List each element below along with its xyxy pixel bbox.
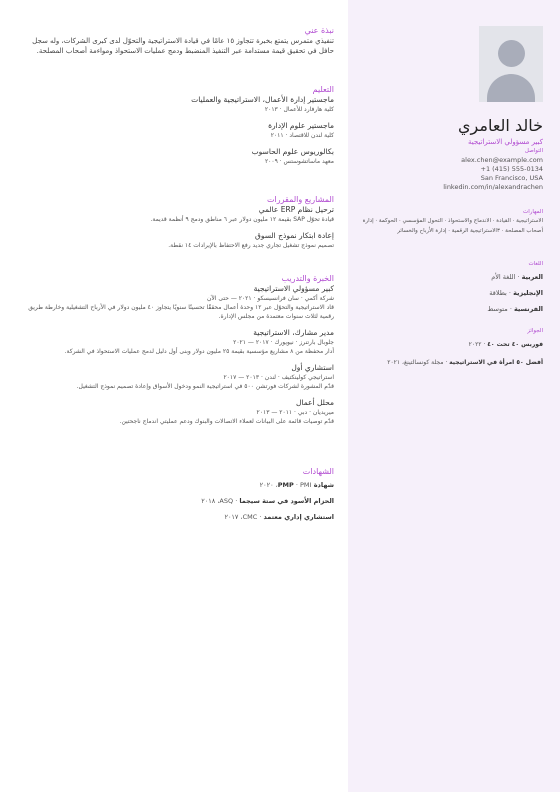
projects-section <box>24 195 334 257</box>
experience-heading: الخبرة والتدريب <box>281 274 334 283</box>
profile-name: خالد العامري <box>458 116 543 135</box>
education-degree: ماجستير علوم الإدارة <box>268 121 334 130</box>
project-item <box>24 205 334 224</box>
education-heading: التعليم <box>312 85 334 94</box>
education-degree: بكالوريوس علوم الحاسوب <box>251 147 334 156</box>
avatar-placeholder-icon <box>479 26 543 102</box>
experience-desc: أدار محفظة من ٨ مشاريع مؤسسية بقيمة ٢٥ مليون دولار وبنى أول دليل لدمج عمليات الاستحواذ في الشركة. <box>64 348 334 355</box>
experience-item <box>24 398 334 426</box>
language-item: الإنجليزية · بطلاقة <box>489 289 543 297</box>
award-item: فوربس ٤٠ تحت ٤٠ · ٢٠٢٢ <box>468 341 543 348</box>
sidebar <box>348 0 560 792</box>
experience-item <box>24 284 334 321</box>
experience-title: كبير مسؤولي الاستراتيجية <box>253 284 334 293</box>
contact-linkedin[interactable]: linkedin.com/in/alexandrachen <box>443 183 543 191</box>
profile-role: كبير مسؤولي الاستراتيجية <box>468 138 543 146</box>
awards-heading: الجوائز <box>527 328 543 334</box>
contact-heading: التواصل <box>524 148 543 154</box>
experience-item <box>24 363 334 391</box>
experience-section <box>24 274 334 433</box>
experience-meta: استراتيجي كولينكتيف · لندن · ٢٠١٣ — ٢٠١٧ <box>223 374 334 381</box>
contact-phone[interactable]: +1 (415) 555-0134 <box>480 165 543 173</box>
experience-meta: شركة أكمي · سان فرانسيسكو · ٢٠٢١ — حتى الآن <box>206 295 334 302</box>
experience-item <box>24 328 334 356</box>
award-detail: ٢٠٢٢ <box>468 341 482 348</box>
cert-detail: ASQ، ٢٠١٨ <box>201 497 234 505</box>
summary-heading: نبذة عني <box>304 26 334 35</box>
projects-heading: المشاريع والمقررات <box>267 195 334 204</box>
cert-item: الحزام الأسود في ستة سيجما · ASQ، ٢٠١٨ <box>201 497 334 505</box>
awards-section <box>353 328 543 372</box>
education-item <box>24 147 334 166</box>
education-section <box>24 85 334 173</box>
award-title: فوربس ٤٠ تحت ٤٠ <box>487 341 543 348</box>
experience-desc: قاد الاستراتيجية والتحوّل عبر ١٢ وحدة أعمال محققًا تحسينًا سنويًا يتجاوز ٤٠ مليون دولار في الأرباح التشغيلية وخارطة طريق رقمية لثلاث سنوات معتمدة من مجلس الإدارة. <box>28 304 334 320</box>
education-school: معهد ماساتشوستس · ٢٠٠٩ <box>264 158 334 165</box>
education-degree: ماجستير إدارة الأعمال، الاستراتيجية والعمليات <box>191 95 334 104</box>
language-item: الفرنسية · متوسط <box>487 305 543 313</box>
cert-name: شهادة PMP <box>277 481 334 489</box>
project-item <box>24 231 334 250</box>
certifications-section <box>24 467 334 525</box>
experience-title: مدير مشارك، الاستراتيجية <box>253 328 334 337</box>
experience-meta: ميريديان · دبي · ٢٠١١ — ٢٠١٣ <box>256 409 334 416</box>
cert-name: الحزام الأسود في ستة سيجما <box>239 497 334 505</box>
contact-location: San Francisco, USA <box>480 174 543 182</box>
language-level: اللغة الأم <box>491 273 516 281</box>
award-detail: مجلة كونسالتينغ، ٢٠٢١ <box>387 359 444 366</box>
cert-detail: PMI، ٢٠٢٠ <box>259 481 312 489</box>
language-name: الفرنسية <box>513 305 543 313</box>
experience-desc: قدّم توصيات قائمة على البيانات لعملاء الاتصالات والبنوك ودعم عمليتي اندماج ناجحتين. <box>119 418 334 425</box>
cert-item: استشاري إداري معتمد · CMC، ٢٠١٧ <box>224 513 334 521</box>
award-title: أفضل ٥٠ امرأة في الاستراتيجية <box>449 359 543 366</box>
cert-name: استشاري إداري معتمد <box>263 513 334 521</box>
project-title: إعادة ابتكار نموذج السوق <box>255 231 334 240</box>
skills-section <box>353 209 543 236</box>
contact-section <box>353 148 543 192</box>
experience-title: محلل أعمال <box>295 398 334 407</box>
education-item <box>24 95 334 114</box>
cert-detail: CMC، ٢٠١٧ <box>224 513 258 521</box>
languages-section <box>353 261 543 317</box>
language-name: الإنجليزية <box>513 289 543 297</box>
experience-title: استشاري أول <box>291 363 334 372</box>
project-desc: قيادة تحوّل SAP بقيمة ١٢ مليون دولار عبر ٦ مناطق ودمج ٩ أنظمة قديمة. <box>150 216 334 223</box>
language-level: بطلاقة <box>489 289 507 297</box>
experience-meta: جلوبال بارتنرز · نيويورك · ٢٠١٧ — ٢٠٢١ <box>233 339 334 346</box>
education-school: كلية لندن للاقتصاد · ٢٠١١ <box>270 132 334 139</box>
experience-desc: قدّم المشورة لشركات فورتشن ٥٠٠ في استراتيجية النمو ودخول الأسواق وإعادة تصميم نموذج التشغيل. <box>76 383 334 390</box>
cert-item: شهادة PMP · PMI، ٢٠٢٠ <box>259 481 334 489</box>
languages-heading: اللغات <box>528 261 543 267</box>
language-level: متوسط <box>487 305 508 313</box>
language-name: العربية <box>521 273 543 281</box>
project-desc: تصميم نموذج تشغيل تجاري جديد رفع الاحتفاظ بالإيرادات ١٤ نقطة. <box>168 242 334 249</box>
award-item: أفضل ٥٠ امرأة في الاستراتيجية · مجلة كونسالتينغ، ٢٠٢١ <box>387 359 543 366</box>
skills-text: الاستراتيجية · القيادة · الاندماج والاستحواذ · التحول المؤسسي · الحوكمة · إدارة أصحاب المصلحة · ٣الاستراتيجية الرقمية · إدارة الأرباح والخسائر <box>362 218 543 234</box>
language-item: العربية · اللغة الأم <box>491 273 543 281</box>
education-item <box>24 121 334 140</box>
contact-email[interactable]: alex.chen@example.com <box>461 156 543 164</box>
summary-text: تنفيذي متمرس يتمتع بخبرة تتجاوز ١٥ عامًا في قيادة الاستراتيجية والتحوّل لدى كبرى الشركات، وله سجل حافل في تحقيق قيمة مستدامة عبر التنفيذ المنضبط ودمج عمليات الاستحواذ ومواءمة أصحاب المصلحة. <box>32 37 334 55</box>
certifications-heading: الشهادات <box>302 467 334 476</box>
summary-section <box>24 26 334 56</box>
project-title: ترحيل نظام ERP عالمي <box>258 205 334 214</box>
skills-heading: المهارات <box>523 209 543 215</box>
education-school: كلية هارفارد للأعمال · ٢٠١٣ <box>264 106 334 113</box>
